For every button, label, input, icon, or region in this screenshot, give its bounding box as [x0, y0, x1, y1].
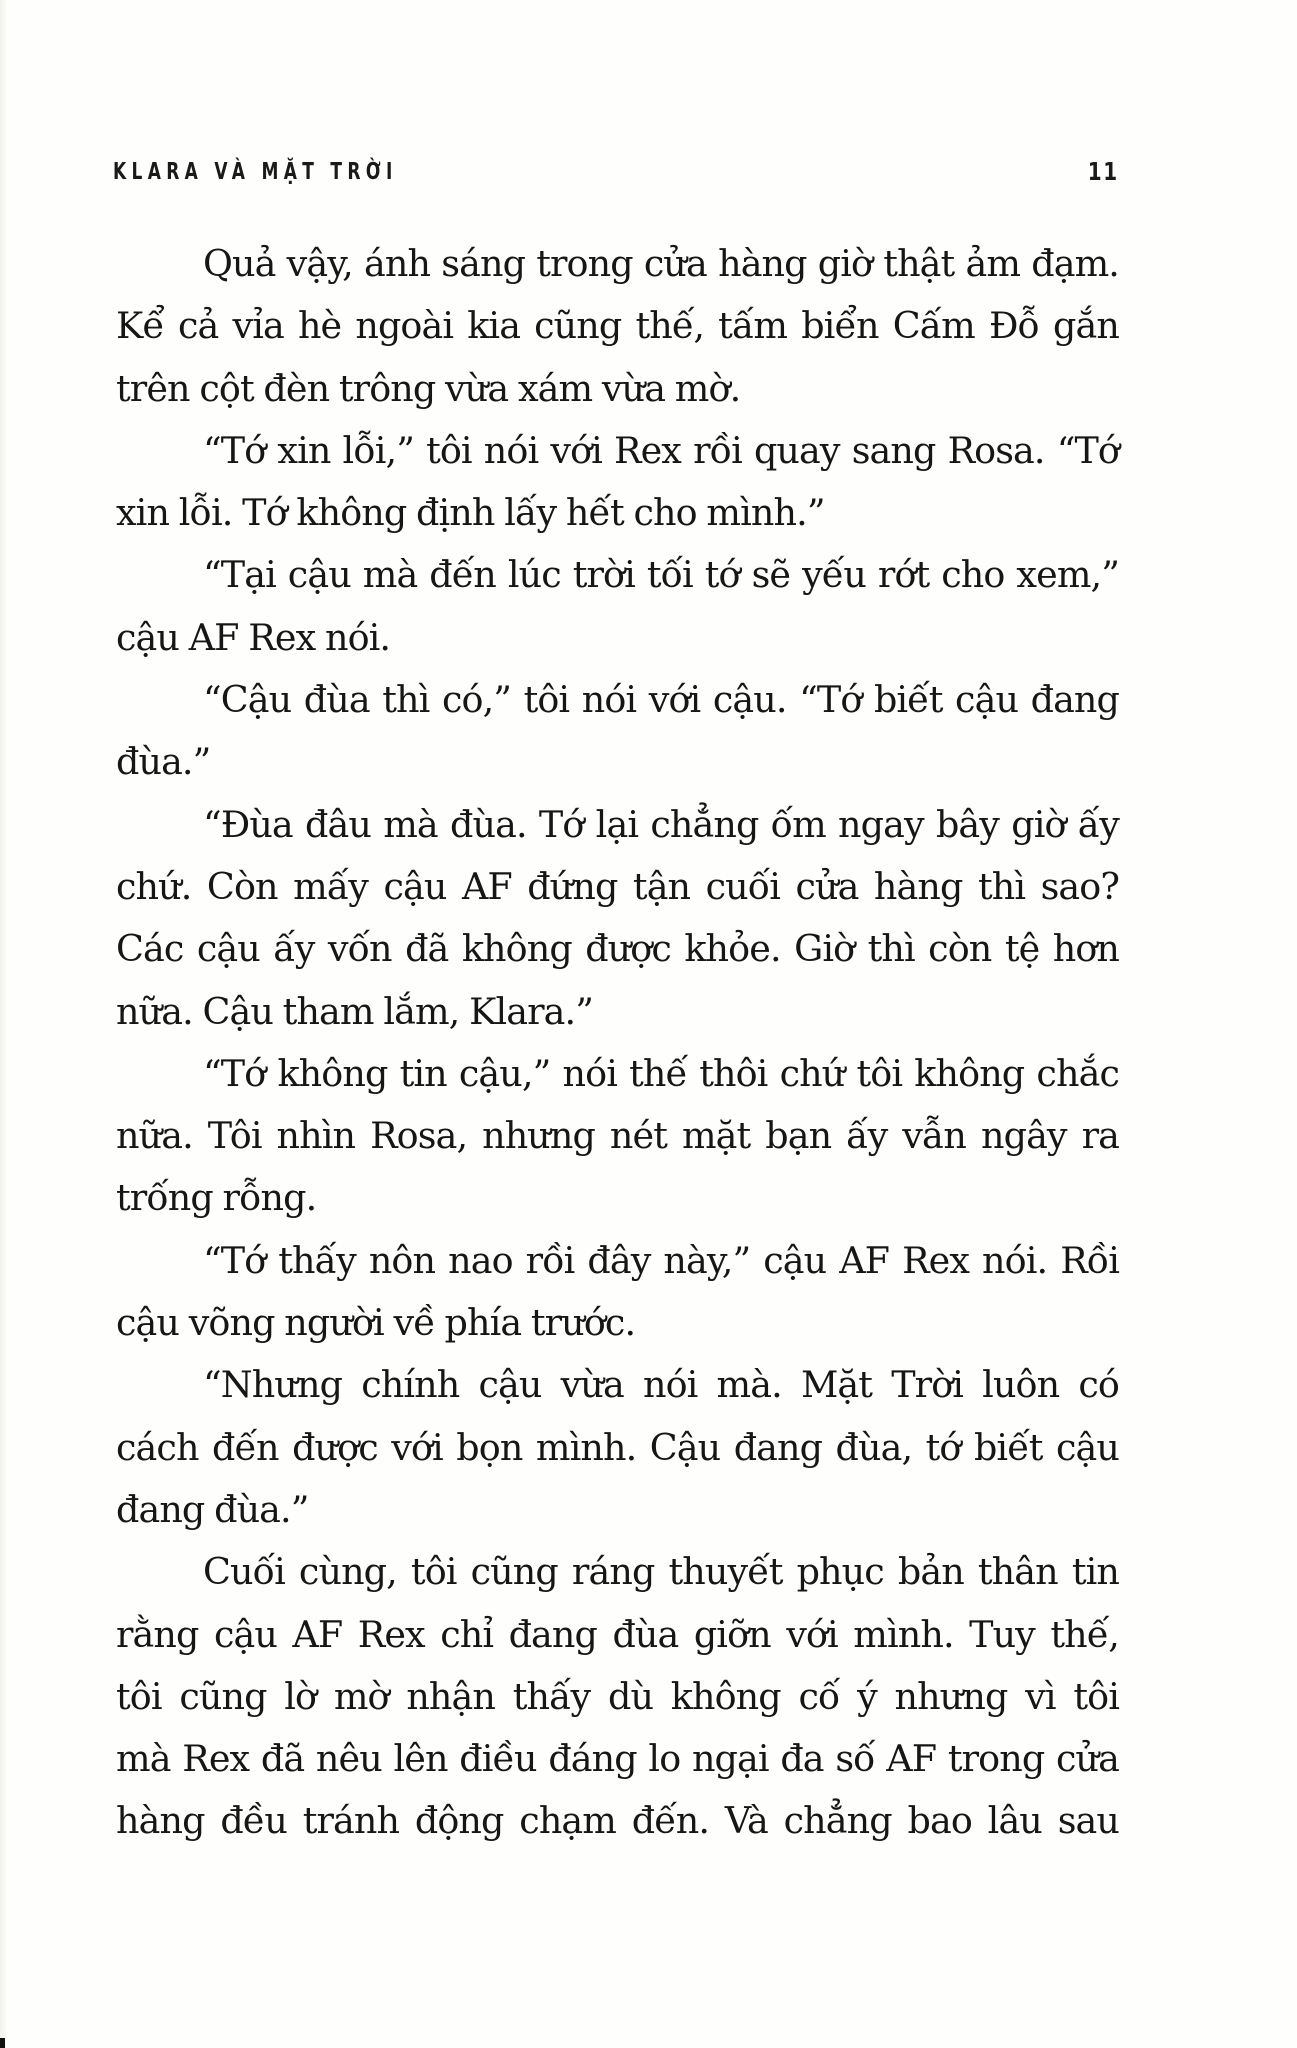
text-line: mà Rex đã nêu lên điều đáng lo ngại đa số AF trong cửa — [116, 1737, 1119, 1781]
text-line: đang đùa.” — [116, 1487, 309, 1531]
text-line: “Tớ không tin cậu,” nói thế thôi chứ tôi không chắc — [203, 1051, 1119, 1095]
scan-corner-mark — [0, 2038, 5, 2048]
text-line: Cuối cùng, tôi cũng ráng thuyết phục bản thân tin — [203, 1550, 1119, 1594]
body-text — [116, 233, 1119, 1853]
text-line: “Đùa đâu mà đùa. Tớ lại chẳng ốm ngay bây giờ ấy — [203, 802, 1119, 846]
text-line: nữa. Tôi nhìn Rosa, nhưng nét mặt bạn ấy vẫn ngây ra — [116, 1114, 1119, 1158]
book-title: KLARA VÀ MẶT TRỜI — [113, 159, 398, 185]
text-line: tôi cũng lờ mờ nhận thấy dù không cố ý nhưng vì tôi — [116, 1674, 1119, 1718]
text-line: “Tớ thấy nôn nao rồi đây này,” cậu AF Rex nói. Rồi — [203, 1238, 1119, 1282]
page-number: 11 — [1087, 157, 1119, 186]
text-line: rằng cậu AF Rex chỉ đang đùa giỡn với mình. Tuy thế, — [116, 1612, 1119, 1656]
text-line: “Tại cậu mà đến lúc trời tối tớ sẽ yếu rớt cho xem,” — [203, 553, 1119, 597]
text-line: trên cột đèn trông vừa xám vừa mờ. — [116, 366, 741, 410]
text-line: “Cậu đùa thì có,” tôi nói với cậu. “Tớ biết cậu đang — [203, 678, 1119, 722]
text-line: “Nhưng chính cậu vừa nói mà. Mặt Trời luôn có — [203, 1363, 1119, 1407]
text-line: đùa.” — [116, 740, 211, 784]
text-line: cậu võng người về phía trước. — [116, 1301, 636, 1345]
text-line: trống rỗng. — [116, 1176, 317, 1220]
text-line: cách đến được với bọn mình. Cậu đang đùa, tớ biết cậu — [116, 1425, 1119, 1469]
text-line: Quả vậy, ánh sáng trong cửa hàng giờ thật ảm đạm. — [203, 242, 1119, 285]
text-line: “Tớ xin lỗi,” tôi nói với Rex rồi quay sang Rosa. “Tớ — [203, 428, 1119, 472]
running-header — [113, 156, 1119, 188]
text-line: Các cậu ấy vốn đã không được khỏe. Giờ thì còn tệ hơn — [116, 927, 1119, 971]
text-line: nữa. Cậu tham lắm, Klara.” — [116, 989, 593, 1033]
text-line: Kể cả vỉa hè ngoài kia cũng thế, tấm biển Cấm Đỗ gắn — [116, 304, 1119, 348]
text-line: chứ. Còn mấy cậu AF đứng tận cuối cửa hàng thì sao? — [116, 864, 1119, 908]
text-line: hàng đều tránh động chạm đến. Và chẳng bao lâu sau — [116, 1799, 1119, 1843]
text-line: xin lỗi. Tớ không định lấy hết cho mình.” — [116, 491, 825, 535]
text-line: cậu AF Rex nói. — [116, 615, 391, 659]
page-edge — [0, 0, 6, 2048]
